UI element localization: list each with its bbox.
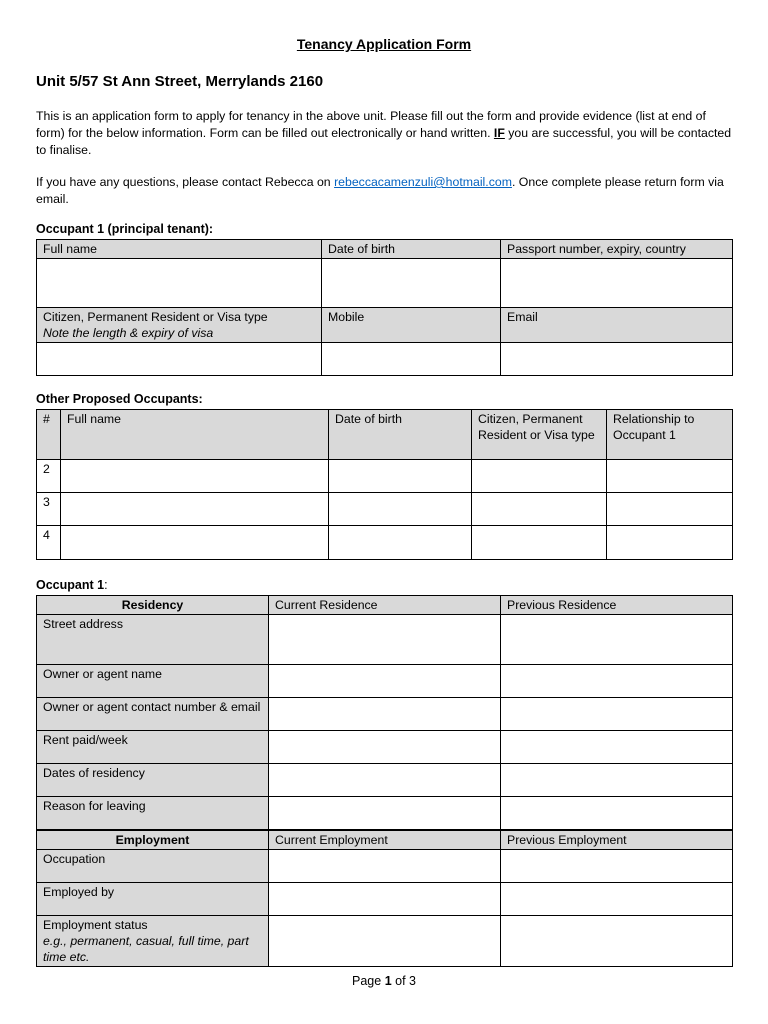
employment-status-note: e.g., permanent, casual, full time, part time etc. [43,933,249,964]
col-citizen: Citizen, Permanent Resident or Visa type [472,410,607,460]
dob-field[interactable] [329,460,472,493]
current-rent-field[interactable] [269,731,501,764]
current-reason-field[interactable] [269,797,501,830]
col-mobile: Mobile [322,308,501,343]
contact-paragraph: If you have any questions, please contact Rebecca on rebeccacamenzuli@hotmail.com. Once complete please return form via email. [36,175,724,206]
current-residence-header: Current Residence [269,596,501,615]
owner-agent-contact-label: Owner or agent contact number & email [37,698,269,731]
previous-employment-header: Previous Employment [501,830,733,850]
citizen-field[interactable] [472,493,607,526]
intro-paragraph: This is an application form to apply for tenancy in the above unit. Please fill out the form and provide evidence (list at end of form) for the below information. Form can be filled out electronically or hand written. IF you are successful, you will be contacted to finalise. [36,109,732,157]
other-occupants-label: Other Proposed Occupants: [36,392,203,406]
current-status-field[interactable] [269,915,501,966]
col-citizen: Citizen, Permanent Resident or Visa type Note the length & expiry of visa [37,308,322,343]
relationship-field[interactable] [607,526,733,560]
occupant1-label: Occupant 1 (principal tenant): [36,222,214,236]
employment-header: Employment [37,830,269,850]
employed-by-label: Employed by [37,882,269,915]
residency-header: Residency [37,596,269,615]
previous-status-field[interactable] [501,915,733,966]
previous-residence-header: Previous Residence [501,596,733,615]
relationship-field[interactable] [607,460,733,493]
current-occupation-field[interactable] [269,849,501,882]
current-contact-field[interactable] [269,698,501,731]
previous-reason-field[interactable] [501,797,733,830]
citizen-field[interactable] [472,460,607,493]
relationship-field[interactable] [607,493,733,526]
col-email: Email [501,308,733,343]
other-occupants-table [36,409,733,560]
visa-note: Note the length & expiry of visa [43,326,214,340]
previous-street-address-field[interactable] [501,615,733,665]
previous-owner-field[interactable] [501,665,733,698]
unit-address: Unit 5/57 St Ann Street, Merrylands 2160 [36,73,324,90]
col-passport: Passport number, expiry, country [501,240,733,259]
dob-field[interactable] [322,259,501,308]
citizen-field[interactable] [472,526,607,560]
col-full-name: Full name [37,240,322,259]
col-dob: Date of birth [322,240,501,259]
email-field[interactable] [501,343,733,376]
dob-field[interactable] [329,493,472,526]
col-dob: Date of birth [329,410,472,460]
occupation-label: Occupation [37,849,269,882]
form-title: Tenancy Application Form [296,36,472,52]
current-employment-header: Current Employment [269,830,501,850]
residency-employment-table [36,595,733,967]
previous-employer-field[interactable] [501,882,733,915]
table-row [37,493,733,526]
row-number: 3 [37,493,61,526]
name-field[interactable] [61,493,329,526]
full-name-field[interactable] [37,259,322,308]
street-address-label: Street address [37,615,269,665]
previous-rent-field[interactable] [501,731,733,764]
current-dates-field[interactable] [269,764,501,797]
dates-of-residency-label: Dates of residency [37,764,269,797]
col-full-name: Full name [61,410,329,460]
name-field[interactable] [61,526,329,560]
previous-dates-field[interactable] [501,764,733,797]
previous-contact-field[interactable] [501,698,733,731]
current-street-address-field[interactable] [269,615,501,665]
citizen-field[interactable] [37,343,322,376]
col-number: # [37,410,61,460]
current-owner-field[interactable] [269,665,501,698]
table-row [37,526,733,560]
page-footer: Page 1 of 3 [352,974,416,988]
employment-status-label: Employment status e.g., permanent, casual, full time, part time etc. [37,915,269,966]
passport-field[interactable] [501,259,733,308]
occupant1-table [36,239,733,376]
row-number: 2 [37,460,61,493]
owner-agent-name-label: Owner or agent name [37,665,269,698]
reason-for-leaving-label: Reason for leaving [37,797,269,830]
row-number: 4 [37,526,61,560]
col-relationship: Relationship to Occupant 1 [607,410,733,460]
occupant1-details-label: Occupant 1: [36,578,108,592]
name-field[interactable] [61,460,329,493]
previous-occupation-field[interactable] [501,849,733,882]
mobile-field[interactable] [322,343,501,376]
contact-email-link[interactable]: rebeccacamenzuli@hotmail.com [334,175,512,189]
dob-field[interactable] [329,526,472,560]
current-employer-field[interactable] [269,882,501,915]
table-row [37,460,733,493]
rent-label: Rent paid/week [37,731,269,764]
